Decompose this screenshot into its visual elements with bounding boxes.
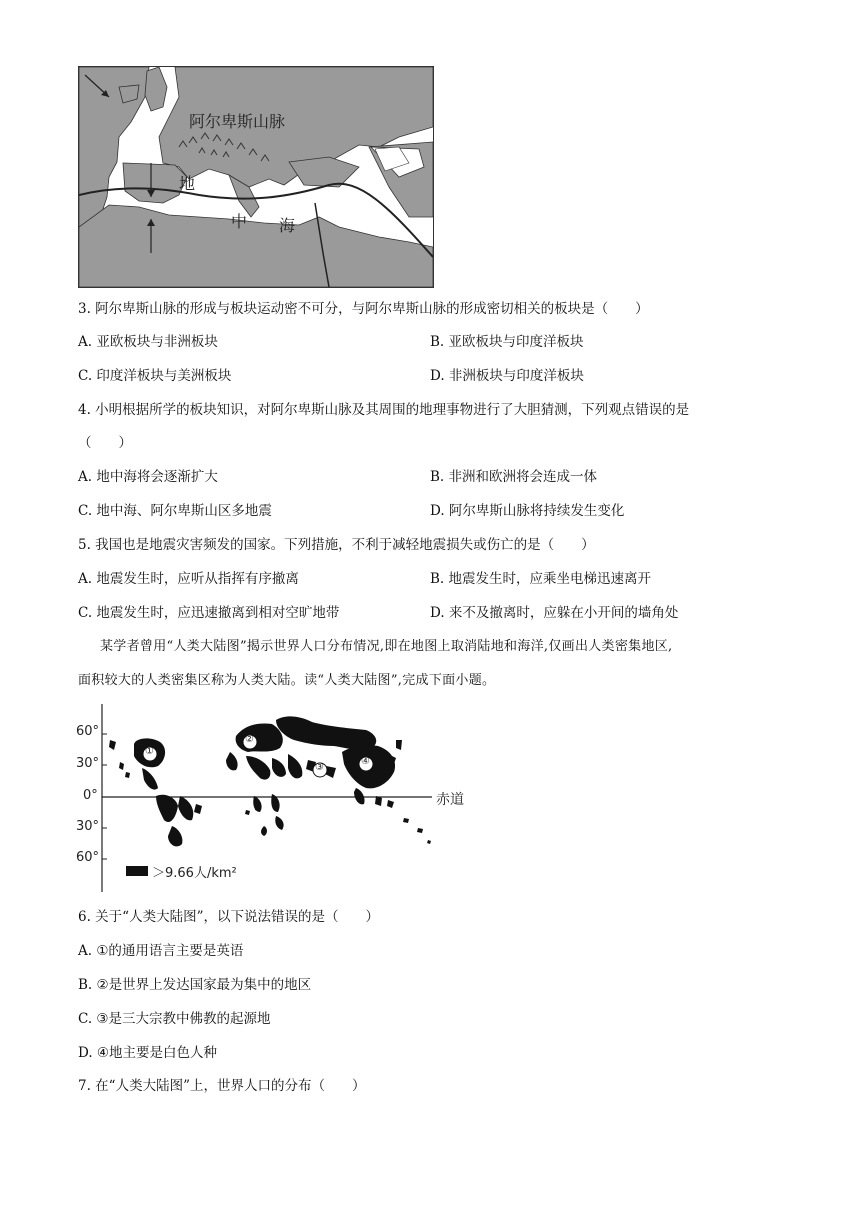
region-marker-4: ④	[361, 756, 370, 767]
alps-map-graphic	[79, 67, 433, 287]
intro-line-2: 面积较大的人类密集区称为人类大陆。读“人类大陆图”,完成下面小题。	[78, 673, 496, 688]
region-marker-3: ③	[315, 762, 324, 773]
question-3-option-d[interactable]: D. 非洲板块与印度洋板块	[430, 368, 584, 384]
question-6-stem: 6. 关于“人类大陆图”，以下说法错误的是（ ）	[78, 909, 379, 925]
alps-map	[78, 66, 434, 288]
region-marker-2: ②	[245, 734, 254, 745]
lat-label-30s: 30°	[76, 819, 100, 834]
question-5-option-d[interactable]: D. 来不及撤离时，应躲在小开间的墙角处	[430, 605, 679, 621]
region-marker-1: ①	[145, 746, 154, 757]
equator-label: 赤道	[436, 792, 464, 808]
alps-label: 阿尔卑斯山脉	[189, 112, 286, 131]
question-6-option-a[interactable]: A. ①的通用语言主要是英语	[78, 943, 244, 959]
question-5-option-c[interactable]: C. 地震发生时，应迅速撤离到相对空旷地带	[78, 605, 340, 621]
intro-line-1: 某学者曾用“人类大陆图”揭示世界人口分布情况,即在地图上取消陆地和海洋,仅画出人类密集地区,	[100, 639, 673, 654]
human-continent-map	[76, 700, 476, 896]
question-5-option-b[interactable]: B. 地震发生时，应乘坐电梯迅速离开	[430, 571, 652, 587]
legend-text: ＞9.66人/km²	[152, 866, 237, 881]
question-4-option-d[interactable]: D. 阿尔卑斯山脉将持续发生变化	[430, 503, 625, 519]
question-3-option-b[interactable]: B. 亚欧板块与印度洋板块	[430, 334, 584, 350]
human-continent-graphic	[76, 700, 476, 896]
question-6-option-c[interactable]: C. ③是三大宗教中佛教的起源地	[78, 1011, 271, 1027]
question-4-stem-cont: （ ）	[78, 435, 132, 451]
lat-label-0: 0°	[83, 788, 98, 803]
sea-label-char2: 中	[231, 212, 248, 231]
question-5-stem: 5. 我国也是地震灾害频发的国家。下列措施，不利于减轻地震损失或伤亡的是（ ）	[78, 537, 595, 553]
question-3-option-a[interactable]: A. 亚欧板块与非洲板块	[78, 334, 218, 350]
question-6-option-b[interactable]: B. ②是世界上发达国家最为集中的地区	[78, 977, 312, 993]
sea-label-char3: 海	[279, 216, 296, 235]
lat-label-30n: 30°	[76, 756, 100, 771]
question-4-option-a[interactable]: A. 地中海将会逐渐扩大	[78, 469, 218, 485]
question-7-stem: 7. 在“人类大陆图”上，世界人口的分布（ ）	[78, 1078, 366, 1094]
question-3-stem: 3. 阿尔卑斯山脉的形成与板块运动密不可分，与阿尔卑斯山脉的形成密切相关的板块是（ ）	[78, 301, 649, 317]
question-5-option-a[interactable]: A. 地震发生时，应听从指挥有序撤离	[78, 571, 299, 587]
lat-label-60s: 60°	[76, 850, 100, 865]
question-4-stem: 4. 小明根据所学的板块知识，对阿尔卑斯山脉及其周围的地理事物进行了大胆猜测，下列观点错误的是	[78, 402, 690, 418]
sea-label-char1: 地	[179, 174, 196, 193]
question-4-option-b[interactable]: B. 非洲和欧洲将会连成一体	[430, 469, 598, 485]
question-4-option-c[interactable]: C. 地中海、阿尔卑斯山区多地震	[78, 503, 272, 519]
question-6-option-d[interactable]: D. ④地主要是白色人种	[78, 1045, 218, 1061]
lat-label-60n: 60°	[76, 724, 100, 739]
question-3-option-c[interactable]: C. 印度洋板块与美洲板块	[78, 368, 232, 384]
